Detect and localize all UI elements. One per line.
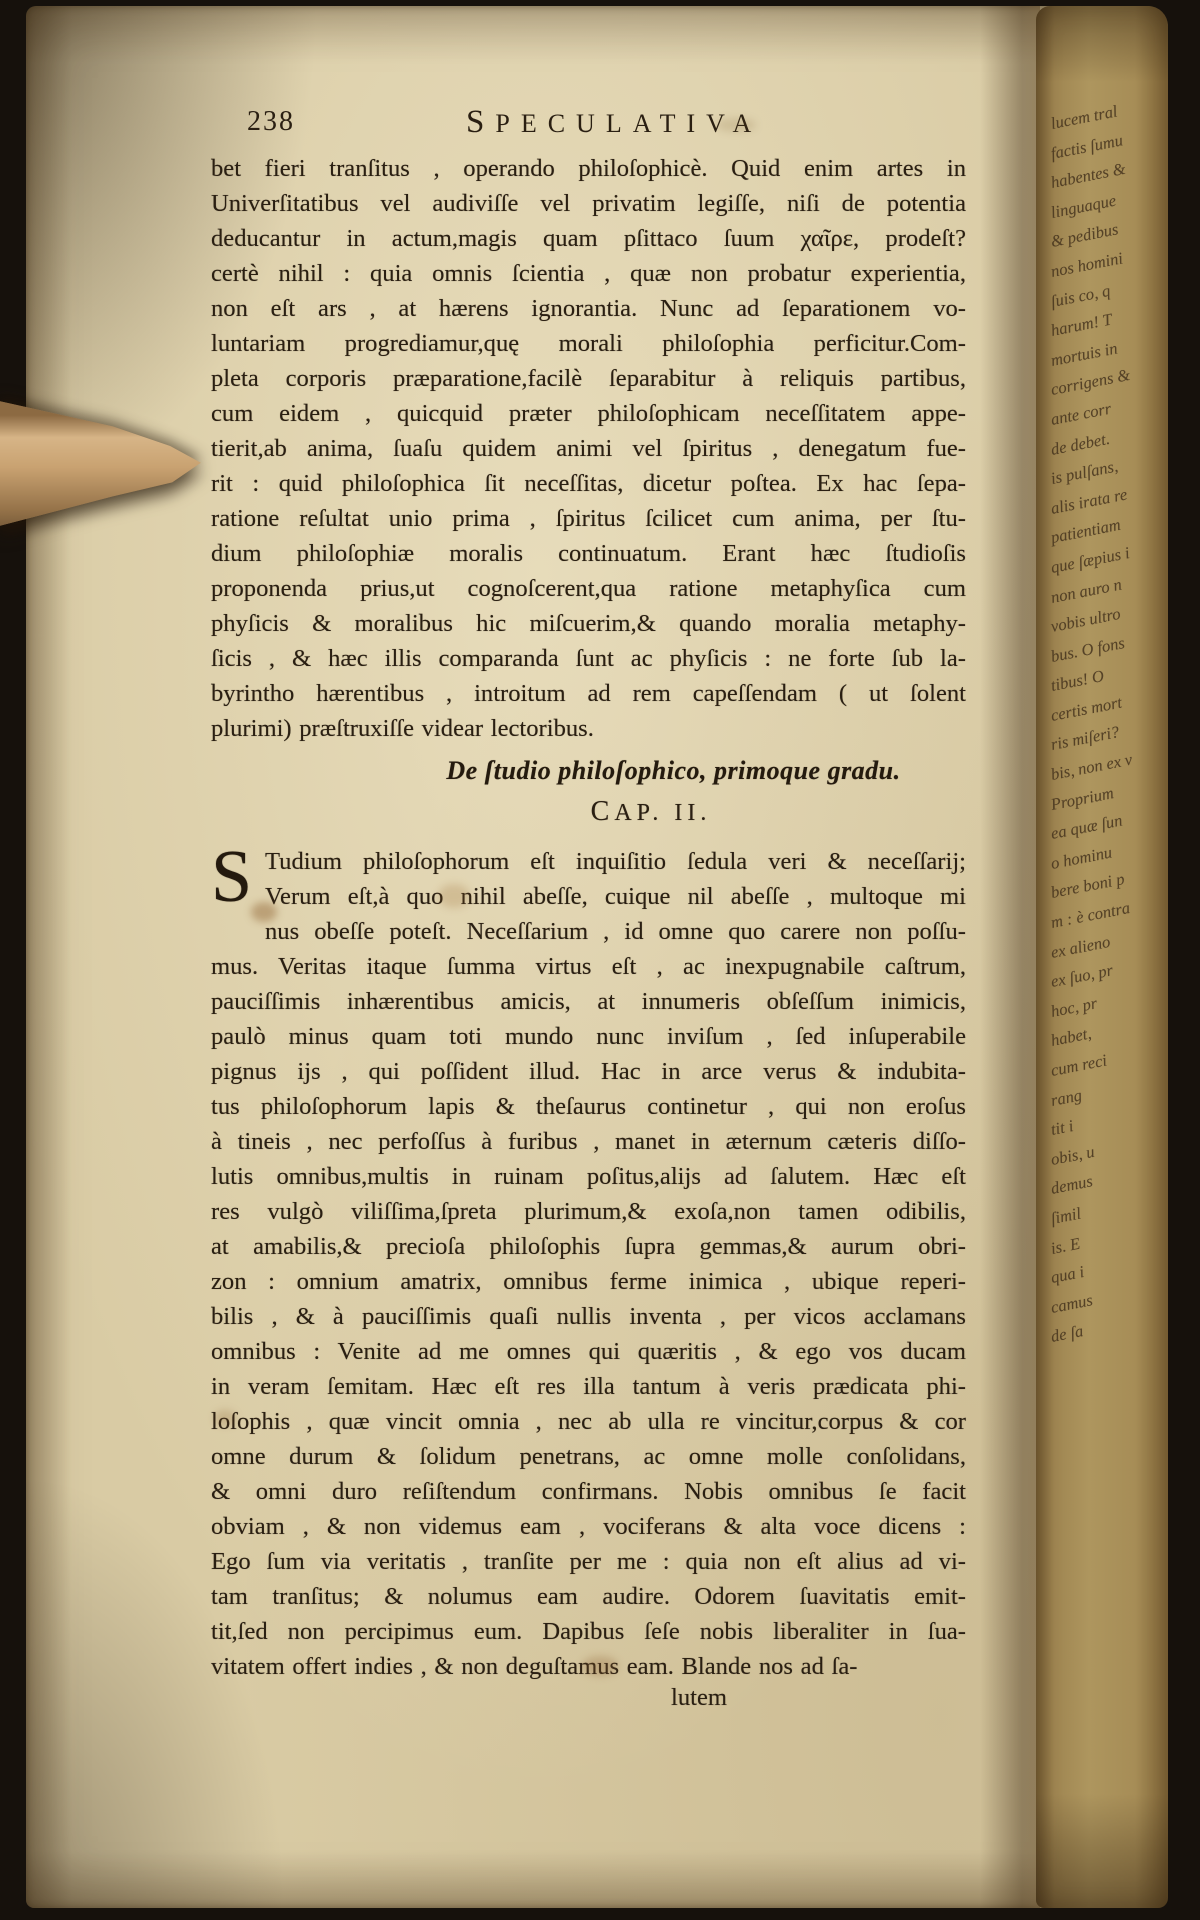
adjacent-page-text-fragments xyxy=(1049,101,1168,1357)
text-line: in veram ſemitam. Hæc eſt res illa tantum à veris prædicata phi- xyxy=(211,1373,966,1400)
text-line: à tineis , nec perfoſſus à furibus , manet in æternum cæteris diſſo- xyxy=(211,1128,966,1155)
adjacent-text-fragment: vobis ultro xyxy=(1049,603,1122,637)
text-line: certè nihil : quia omnis ſcientia , quæ non probatur experientia, xyxy=(211,260,966,287)
adjacent-text-fragment: ris miſeri? xyxy=(1049,722,1121,755)
adjacent-text-fragment: ſimil xyxy=(1049,1203,1083,1228)
text-line: res vulgò viliſſima,ſpreta plurimum,& exoſa,non tamen odibilis, xyxy=(211,1198,966,1225)
adjacent-text-fragment: alis irata re xyxy=(1049,484,1129,518)
adjacent-text-fragment: bere boni p xyxy=(1049,869,1126,903)
adjacent-text-fragment: linguaque xyxy=(1049,190,1118,222)
adjacent-text-fragment: ante corr xyxy=(1049,398,1113,429)
adjacent-text-fragment: is. E xyxy=(1049,1233,1082,1258)
text-line: Tudium philoſophorum eſt inquiſitio ſedula veri & neceſſarij; xyxy=(265,848,966,875)
text-line: cum eidem , quicquid præter philoſophicam neceſſitatem appe- xyxy=(211,400,966,427)
adjacent-text-fragment: is pulſans, xyxy=(1049,456,1120,489)
dropcap-initial: S xyxy=(211,836,253,918)
adjacent-text-fragment: harum! T xyxy=(1049,309,1114,341)
adjacent-page-edge xyxy=(1036,6,1168,1908)
chapter-label: CAP. II. xyxy=(590,796,712,827)
adjacent-text-fragment: de debet. xyxy=(1049,428,1112,459)
text-line: Univerſitatibus vel audiviſſe vel privatim legiſſe, niſi de potentia xyxy=(211,190,966,217)
text-line: pignus ijs , qui poſſident illud. Hac in arce verus & indubita- xyxy=(211,1058,966,1085)
text-line: nus obeſſe poteſt. Neceſſarium , id omne quo carere non poſſu- xyxy=(265,918,966,945)
text-line: & omni duro reſiſtendum confirmans. Nobis omnibus ſe facit xyxy=(211,1478,966,1505)
text-line: tierit,ab anima, ſuaſu quidem animi vel ſpiritus , denegatum fue- xyxy=(211,435,966,462)
adjacent-text-fragment: habentes & xyxy=(1049,159,1128,193)
adjacent-text-fragment: ex alieno xyxy=(1049,931,1112,962)
text-line: tam tranſitus; & nolumus eam audire. Odorem ſuavitatis emit- xyxy=(211,1583,966,1610)
paper-stain xyxy=(251,902,277,922)
text-line: bilis , & à pauciſſimis quaſi nullis inventa , per vicos acclamans xyxy=(211,1303,966,1330)
adjacent-text-fragment: corrigens & xyxy=(1049,365,1132,400)
adjacent-text-fragment: nos homini xyxy=(1049,248,1125,281)
book-page xyxy=(26,6,1168,1908)
text-line: paulò minus quam toti mundo nunc inviſum , ſed inſuperabile xyxy=(211,1023,966,1050)
text-line: phyſicis & moralibus hic miſcuerim,& quando moralia metaphy- xyxy=(211,610,966,637)
adjacent-text-fragment: m : è contra xyxy=(1049,897,1132,932)
text-line: loſophis , quæ vincit omnia , nec ab ulla re vincitur,corpus & cor xyxy=(211,1408,966,1435)
text-line: obviam , & non videmus eam , vociferans & alta voce dicens : xyxy=(211,1513,966,1540)
adjacent-text-fragment: que ſæpius i xyxy=(1049,542,1132,577)
text-line: byrintho hærentibus , introitum ad rem capeſſendam ( ut ſolent xyxy=(211,680,966,707)
text-line: Verum eſt,à quo nihil abeſſe, cuique nil abeſſe , multoque mi xyxy=(265,883,966,910)
adjacent-text-fragment: Proprium xyxy=(1049,782,1116,814)
text-line: vitatem offert indies , & non deguſtamus eam. Blande nos ad ſa- xyxy=(211,1653,858,1680)
wooden-bookmark-stick xyxy=(0,376,215,566)
adjacent-text-fragment: cum reci xyxy=(1049,1050,1109,1080)
paper-stain xyxy=(582,1656,618,1676)
text-line: luntariam progrediamur,quę morali philoſophia perficitur.Com- xyxy=(211,330,966,357)
text-line: omne durum & ſolidum penetrans, ac omne molle conſolidans, xyxy=(211,1443,966,1470)
catchword: lutem xyxy=(671,1684,728,1711)
adjacent-text-fragment: hoc, pr xyxy=(1049,993,1099,1021)
section-heading: De ſtudio philoſophico, primoque gradu. xyxy=(446,756,901,785)
adjacent-text-fragment: ſuis co, q xyxy=(1049,280,1112,311)
adjacent-text-fragment: obis, u xyxy=(1049,1141,1097,1169)
text-line: tus philoſophorum lapis & theſaurus continetur , qui non eroſus xyxy=(211,1093,966,1120)
text-line: bet fieri tranſitus , operando philoſophicè. Quid enim artes in xyxy=(211,155,966,182)
paper-stain xyxy=(716,118,756,132)
text-line: proponenda prius,ut cognoſcerent,qua ratione metaphyſica cum xyxy=(211,575,966,602)
paragraph-2 xyxy=(211,836,966,1684)
adjacent-text-fragment: mortuis in xyxy=(1049,338,1119,370)
text-line: Ego ſum via veritatis , tranſite per me : quia non eſt alius ad vi- xyxy=(211,1548,966,1575)
page-gutter-shadow xyxy=(980,6,1040,1908)
adjacent-text-fragment: habet, xyxy=(1049,1023,1093,1051)
adjacent-text-fragment: rang xyxy=(1049,1084,1084,1110)
running-header: SPECULATIVA xyxy=(466,104,763,140)
paragraph-1 xyxy=(211,151,966,746)
adjacent-text-fragment: ea quæ ſun xyxy=(1049,810,1124,844)
text-line: dium philoſophiæ moralis continuatum. Erant hæc ſtudioſis xyxy=(211,540,966,567)
text-line: pleta corporis præparatione,facilè ſeparabitur à reliquis partibus, xyxy=(211,365,966,392)
paper-stain xyxy=(214,1410,236,1426)
text-line: omnibus : Venite ad me omnes qui quæritis , & ego vos ducam xyxy=(211,1338,966,1365)
adjacent-text-fragment: camus xyxy=(1049,1289,1095,1317)
paragraph-2-indent-lines xyxy=(211,836,966,918)
text-line: lutis omnibus,multis in ruinam poſitus,alijs ad ſalutem. Hæc eſt xyxy=(211,1163,966,1190)
adjacent-text-fragment: bus. O fons xyxy=(1049,632,1127,666)
masthead xyxy=(211,104,966,144)
paragraph-2-lines xyxy=(211,914,966,1684)
text-line: rit : quid philoſophica ſit neceſſitas, dicetur poſtea. Ex hac ſepa- xyxy=(211,470,966,497)
text-line: tit,ſed non percipimus eum. Dapibus ſeſe nobis liberaliter in ſua- xyxy=(211,1618,966,1645)
adjacent-text-fragment: factis ſumu xyxy=(1049,129,1125,163)
adjacent-text-fragment: demus xyxy=(1049,1171,1095,1199)
page-number: 238 xyxy=(247,106,295,137)
paragraph-1-lines xyxy=(211,151,966,746)
text-line: pauciſſimis inhærentibus amicis, at innumeris obſeſſum inimicis, xyxy=(211,988,966,1015)
adjacent-text-fragment: o hominu xyxy=(1049,842,1114,873)
text-line: ratione reſultat unio prima , ſpiritus ſcilicet cum anima, per ſtu- xyxy=(211,505,966,532)
text-line: non eſt ars , at hærens ignorantia. Nunc ad ſeparationem vo- xyxy=(211,295,966,322)
text-line: zon : omnium amatrix, omnibus ferme inimica , ubique reperi- xyxy=(211,1268,966,1295)
adjacent-text-fragment: lucem tral xyxy=(1049,101,1119,133)
adjacent-text-fragment: patientiam xyxy=(1049,515,1123,548)
adjacent-text-fragment: certis mort xyxy=(1049,692,1124,725)
text-line: ſicis , & hæc illis comparanda ſunt ac phyſicis : ne forte ſub la- xyxy=(211,645,966,672)
adjacent-text-fragment: non auro n xyxy=(1049,574,1124,607)
adjacent-text-fragment: bis, non ex v xyxy=(1049,749,1134,784)
text-line: deducantur in actum,magis quam pſittaco ſuum χαῖρε, prodeſt? xyxy=(211,225,966,252)
adjacent-text-fragment: qua i xyxy=(1049,1262,1086,1288)
adjacent-text-fragment: tit i xyxy=(1049,1116,1075,1140)
text-line: mus. Veritas itaque ſumma virtus eſt , ac inexpugnabile caſtrum, xyxy=(211,953,966,980)
adjacent-text-fragment: de ſa xyxy=(1049,1321,1085,1347)
adjacent-text-fragment: & pedibus xyxy=(1049,219,1120,252)
text-line: plurimi) præſtruxiſſe videar lectoribus. xyxy=(211,715,594,742)
wooden-stick-shading xyxy=(0,390,205,530)
adjacent-text-fragment: tibus! O xyxy=(1049,666,1106,696)
paper-stain xyxy=(438,884,470,908)
adjacent-text-fragment: ex ſuo, pr xyxy=(1049,960,1115,992)
text-line: at amabilis,& precioſa philoſophis ſupra gemmas,& aurum obri- xyxy=(211,1233,966,1260)
